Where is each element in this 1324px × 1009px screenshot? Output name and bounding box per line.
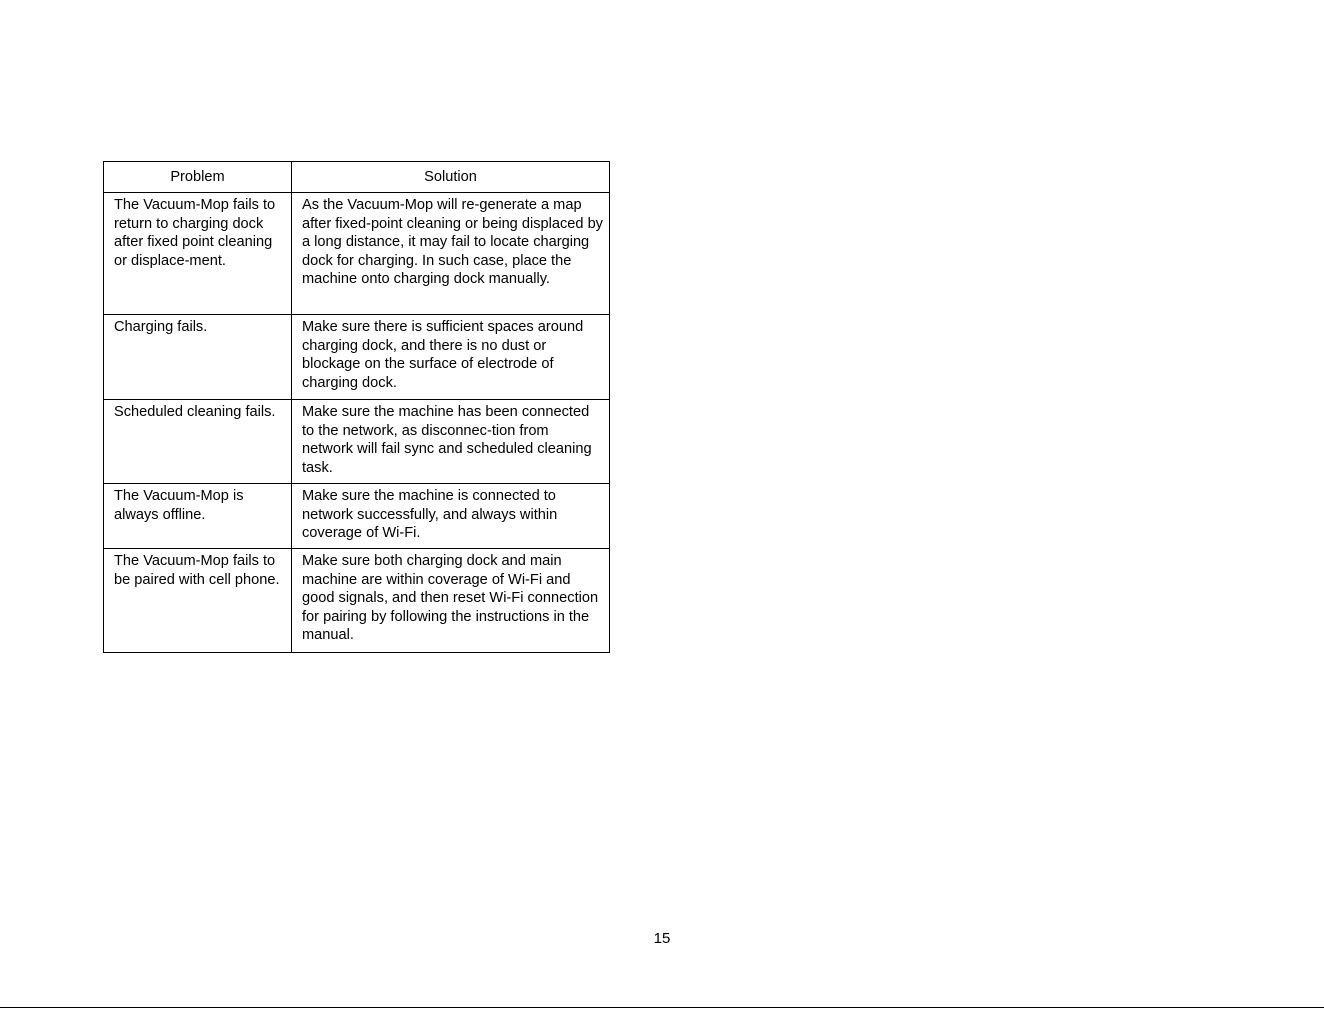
table-row — [104, 549, 610, 653]
solution-text: Make sure there is sufficient spaces around charging dock, and there is no dust or blockage on the surface of electrode of charging dock. — [302, 319, 584, 391]
column-header-solution: Solution — [292, 162, 610, 193]
problem-cell — [104, 484, 292, 549]
page-bottom-rule — [0, 1007, 1324, 1008]
table-row — [104, 484, 610, 549]
column-header-problem: Problem — [104, 162, 292, 193]
troubleshooting-table — [103, 161, 610, 653]
solution-text: Make sure both charging dock and main machine are within coverage of Wi-Fi and good signals, and then reset Wi-Fi connection for pairing by following the instructions in the manual. — [302, 553, 599, 644]
problem-cell — [104, 193, 292, 315]
table-row — [104, 193, 610, 315]
problem-text: The Vacuum-Mop is always offline. — [114, 488, 244, 523]
problem-text: The Vacuum-Mop fails to return to charging dock after fixed point cleaning or displace-ment. — [114, 197, 276, 269]
solution-text: Make sure the machine has been connected to the network, as disconnec-tion from network will fail sync and scheduled cleaning task. — [302, 404, 592, 476]
problem-text: The Vacuum-Mop fails to be paired with cell phone. — [114, 553, 280, 588]
solution-text: As the Vacuum-Mop will re-generate a map after fixed-point cleaning or being displaced by a long distance, it may fail to locate charging dock for charging. In such case, place the machine onto charging dock manually. — [302, 197, 603, 288]
problem-text: Charging fails. — [114, 319, 208, 335]
table-row — [104, 315, 610, 400]
solution-cell — [292, 193, 610, 315]
problem-text: Scheduled cleaning fails. — [114, 404, 276, 420]
page-number: 15 — [653, 930, 671, 947]
problem-cell — [104, 549, 292, 653]
solution-cell — [292, 400, 610, 484]
solution-cell — [292, 549, 610, 653]
table-header-row — [104, 162, 610, 193]
solution-text: Make sure the machine is connected to network successfully, and always within coverage of Wi-Fi. — [302, 488, 558, 542]
solution-cell — [292, 315, 610, 400]
problem-cell — [104, 400, 292, 484]
problem-cell — [104, 315, 292, 400]
table-row — [104, 400, 610, 484]
solution-cell — [292, 484, 610, 549]
